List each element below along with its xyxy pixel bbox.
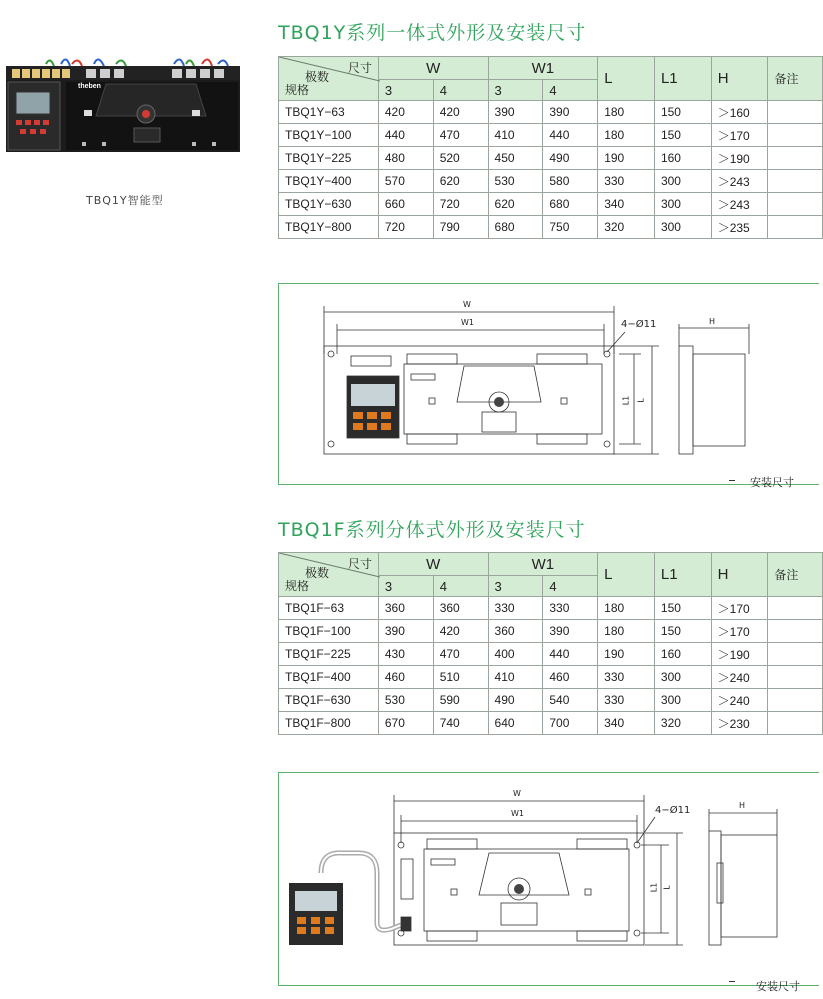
w4-cell: 520 [433,147,488,170]
table-row [279,124,823,147]
l-cell: 330 [598,170,655,193]
spec-cell: TBQ1Y−400 [279,170,379,193]
w13-cell: 640 [488,712,543,735]
w4-cell: 720 [433,193,488,216]
w3-cell: 430 [378,643,433,666]
w13-cell: 490 [488,689,543,712]
table-row [279,643,823,666]
remark-cell [768,597,823,620]
l-cell: 330 [598,666,655,689]
size-label: 尺寸 [347,557,372,571]
w13-cell: 620 [488,193,543,216]
spec-cell: TBQ1Y−63 [279,101,379,124]
dim-l1: L1 [649,882,659,893]
w4-cell: 790 [433,216,488,239]
w3-cell: 660 [378,193,433,216]
l1-cell: 300 [654,666,711,689]
w14-cell: 540 [543,689,598,712]
dim-l: L [662,885,672,890]
w13-cell: 410 [488,124,543,147]
spec-cell: TBQ1F−63 [279,597,379,620]
h-cell: ＞235 [711,216,768,239]
col-w-3: 3 [378,80,433,101]
l-cell: 190 [598,643,655,666]
w4-cell: 620 [433,170,488,193]
remark-cell [768,620,823,643]
section2-install-label: 安装尺寸 [756,980,800,993]
section1-install-drawing [278,283,819,485]
remark-cell [768,712,823,735]
spec-cell: TBQ1Y−225 [279,147,379,170]
h-cell: ＞170 [711,597,768,620]
w13-cell: 390 [488,101,543,124]
table-row [279,216,823,239]
l1-cell: 300 [654,170,711,193]
col-h: H [711,57,768,101]
w14-cell: 440 [543,643,598,666]
remark-cell [768,193,823,216]
l1-cell: 150 [654,597,711,620]
w3-cell: 420 [378,101,433,124]
w4-cell: 360 [433,597,488,620]
col-w-4: 4 [433,80,488,101]
l-cell: 330 [598,689,655,712]
spec-label: 规格 [285,83,310,97]
section2-install-drawing [278,772,819,986]
remark-cell [768,666,823,689]
col-w1-3: 3 [488,80,543,101]
table-row [279,620,823,643]
w14-cell: 580 [543,170,598,193]
spec-cell: TBQ1F−100 [279,620,379,643]
w4-cell: 470 [433,124,488,147]
section1-install-label: 安装尺寸 [750,476,794,489]
l1-cell: 300 [654,216,711,239]
h-cell: ＞190 [711,147,768,170]
poles-label: 极数 [305,566,330,580]
w3-cell: 460 [378,666,433,689]
l1-cell: 150 [654,101,711,124]
spec-cell: TBQ1F−400 [279,666,379,689]
dim-l1: L1 [621,395,631,406]
w3-cell: 530 [378,689,433,712]
w3-cell: 670 [378,712,433,735]
table-row [279,193,823,216]
l1-cell: 320 [654,712,711,735]
drawing-end-line [729,480,735,481]
dim-w: W [463,300,471,309]
col-w1-4: 4 [543,80,598,101]
table-row [279,597,823,620]
spec-cell: TBQ1F−225 [279,643,379,666]
l-cell: 340 [598,193,655,216]
table-row [279,689,823,712]
w3-cell: 360 [378,597,433,620]
product-photo [6,56,240,156]
dim-w: W [513,789,521,798]
w3-cell: 480 [378,147,433,170]
section1-title: TBQ1Y系列一体式外形及安装尺寸 [278,22,587,44]
w13-cell: 400 [488,643,543,666]
l-cell: 320 [598,216,655,239]
col-remark: 备注 [768,57,823,101]
w14-cell: 460 [543,666,598,689]
w14-cell: 390 [543,101,598,124]
l-cell: 180 [598,124,655,147]
dim-l: L [636,398,646,403]
l1-cell: 150 [654,620,711,643]
w14-cell: 390 [543,620,598,643]
h-cell: ＞190 [711,643,768,666]
table-row [279,712,823,735]
w14-cell: 490 [543,147,598,170]
w14-cell: 440 [543,124,598,147]
table-row [279,666,823,689]
dim-w1: W1 [511,809,524,818]
dim-w1: W1 [461,318,474,327]
h-cell: ＞230 [711,712,768,735]
dim-h: H [739,801,746,810]
col-w1: W1 [488,57,598,80]
l1-cell: 160 [654,147,711,170]
spec-cell: TBQ1Y−800 [279,216,379,239]
poles-label: 极数 [305,70,330,84]
w3-cell: 720 [378,216,433,239]
remark-cell [768,689,823,712]
remark-cell [768,101,823,124]
w13-cell: 360 [488,620,543,643]
col-l: L [598,57,655,101]
col-h: H [711,553,768,597]
w3-cell: 390 [378,620,433,643]
col-remark: 备注 [768,553,823,597]
col-w-3: 3 [378,576,433,597]
dim-h: H [709,317,716,326]
col-w: W [378,553,488,576]
w4-cell: 420 [433,101,488,124]
col-w: W [378,57,488,80]
w14-cell: 700 [543,712,598,735]
size-label: 尺寸 [347,61,372,75]
spec-cell: TBQ1Y−100 [279,124,379,147]
l-cell: 180 [598,597,655,620]
w13-cell: 450 [488,147,543,170]
w13-cell: 410 [488,666,543,689]
h-cell: ＞243 [711,170,768,193]
w14-cell: 330 [543,597,598,620]
w3-cell: 440 [378,124,433,147]
col-w1: W1 [488,553,598,576]
drawing-end-line [729,981,735,982]
col-l1: L1 [654,57,711,101]
w14-cell: 680 [543,193,598,216]
w4-cell: 420 [433,620,488,643]
remark-cell [768,643,823,666]
w4-cell: 510 [433,666,488,689]
h-cell: ＞170 [711,620,768,643]
w4-cell: 590 [433,689,488,712]
col-l: L [598,553,655,597]
h-cell: ＞240 [711,689,768,712]
product-caption: TBQ1Y智能型 [86,194,164,207]
section1-spec-table [278,56,823,239]
l-cell: 180 [598,101,655,124]
l1-cell: 160 [654,643,711,666]
h-cell: ＞160 [711,101,768,124]
spec-cell: TBQ1F−800 [279,712,379,735]
l1-cell: 300 [654,689,711,712]
h-cell: ＞170 [711,124,768,147]
col-w-4: 4 [433,576,488,597]
l1-cell: 150 [654,124,711,147]
l1-cell: 300 [654,193,711,216]
h-cell: ＞240 [711,666,768,689]
w13-cell: 330 [488,597,543,620]
table-corner-header [279,553,379,597]
l-cell: 190 [598,147,655,170]
table-row [279,147,823,170]
l-cell: 180 [598,620,655,643]
col-w1-4: 4 [543,576,598,597]
section2-spec-table [278,552,823,735]
w3-cell: 570 [378,170,433,193]
table-row [279,170,823,193]
spec-cell: TBQ1F−630 [279,689,379,712]
section2-title: TBQ1F系列分体式外形及安装尺寸 [278,519,586,541]
remark-cell [768,170,823,193]
w13-cell: 680 [488,216,543,239]
table-row [279,101,823,124]
dim-holes: 4−Ø11 [621,319,657,330]
remark-cell [768,147,823,170]
table-corner-header [279,57,379,101]
w4-cell: 470 [433,643,488,666]
spec-label: 规格 [285,579,310,593]
col-l1: L1 [654,553,711,597]
remark-cell [768,216,823,239]
remark-cell [768,124,823,147]
l-cell: 340 [598,712,655,735]
brand-logo: theben [78,83,101,90]
h-cell: ＞243 [711,193,768,216]
w14-cell: 750 [543,216,598,239]
w13-cell: 530 [488,170,543,193]
w4-cell: 740 [433,712,488,735]
dim-holes: 4−Ø11 [655,805,691,816]
col-w1-3: 3 [488,576,543,597]
spec-cell: TBQ1Y−630 [279,193,379,216]
